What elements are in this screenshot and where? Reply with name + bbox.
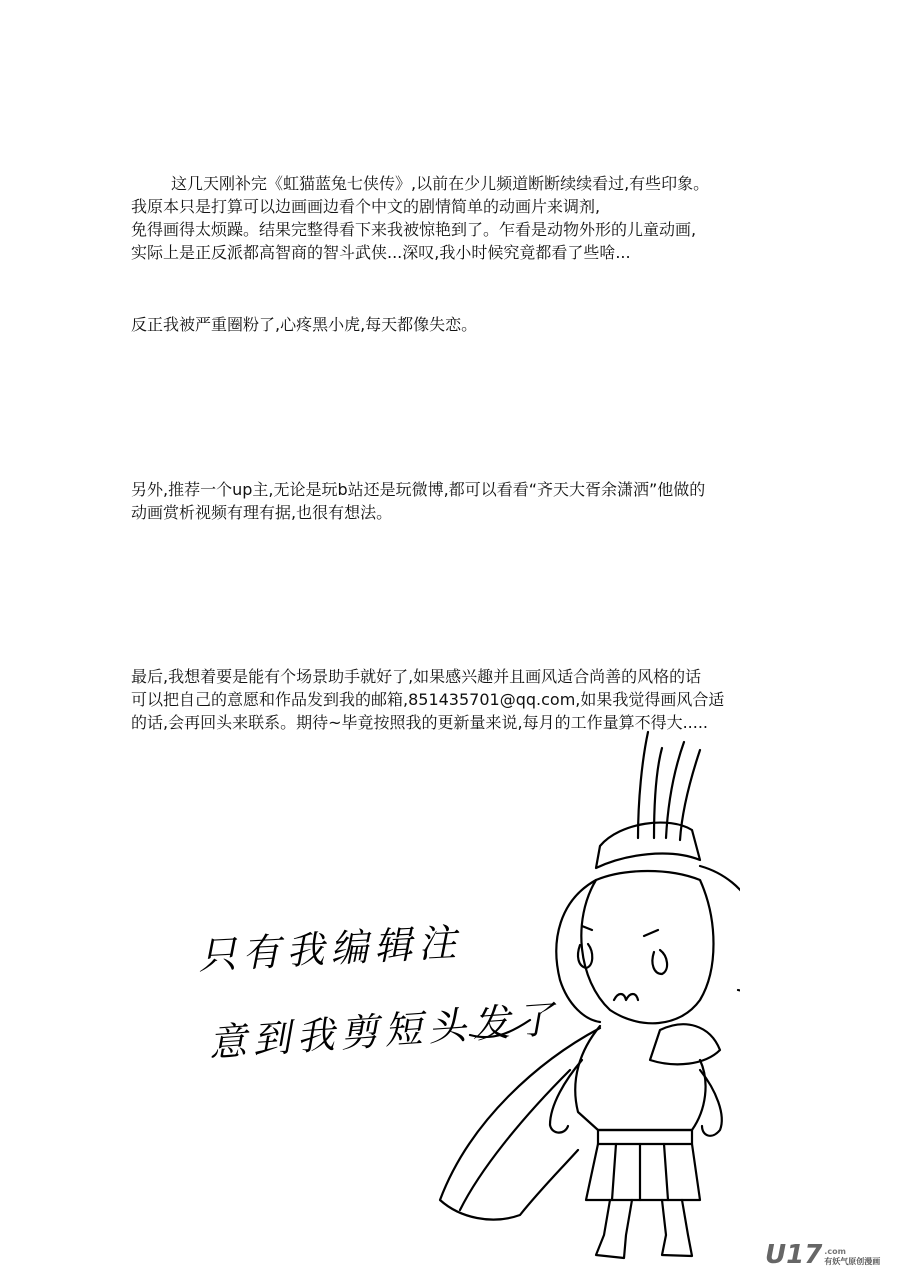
paragraph-line: 免得画得太烦躁。结果完整得看下来我被惊艳到了。乍看是动物外形的儿童动画,: [131, 220, 697, 239]
skirt: [586, 1144, 700, 1200]
paragraph-2: [131, 313, 791, 336]
paragraph-3: [131, 478, 791, 524]
chibi-character-illustration: [400, 730, 740, 1270]
eye-right: [652, 950, 667, 974]
paragraph-line: 另外,推荐一个up主,无论是玩b站还是玩微博,都可以看看“齐天大胥余潇洒”他做的: [131, 480, 706, 499]
logo-slogan: 有妖气原创漫画: [824, 1257, 881, 1266]
paragraph-line: 可以把自己的意愿和作品发到我的邮箱,851435701@qq.com,如果我觉得画风合适: [131, 690, 725, 709]
face: [581, 871, 713, 1023]
paragraph-line: 的话,会再回头来联系。期待~毕竟按照我的更新量来说,每月的工作量算不得大.....: [131, 713, 709, 732]
paragraph-line: 实际上是正反派都高智商的智斗武侠...深叹,我小时候究竟都看了些啥...: [131, 243, 631, 262]
logo-domain: .com: [824, 1247, 846, 1256]
body: [575, 1026, 705, 1130]
paragraph-line: 动画赏析视频有理有据,也很有想法。: [131, 503, 393, 522]
belt: [598, 1130, 692, 1144]
speech-pointer: [470, 1020, 530, 1037]
hat: [596, 823, 700, 868]
paragraph-line: 最后,我想着要是能有个场景助手就好了,如果感兴趣并且画风适合尚善的风格的话: [131, 667, 702, 686]
leg-right: [662, 1200, 692, 1256]
paragraph-1: [131, 172, 791, 264]
paragraph-line: 反正我被严重圈粉了,心疼黑小虎,每天都像失恋。: [131, 315, 478, 334]
paragraph-line: 这几天刚补完《虹猫蓝兔七侠传》,以前在少儿频道断断续续看过,有些印象。: [171, 174, 710, 193]
paragraph-line: 我原本只是打算可以边画画边看个中文的剧情简单的动画片来调剂,: [131, 197, 601, 216]
handwritten-line-1: 只有我编辑注: [197, 920, 464, 978]
logo-brand: U17: [765, 1240, 823, 1270]
u17-logo: [765, 1240, 881, 1270]
handwritten-line-2: 意到我剪短头发了: [207, 996, 562, 1066]
leg-left: [596, 1200, 632, 1258]
shoulder-armor: [650, 1024, 720, 1064]
mouth: [614, 994, 638, 1000]
paragraph-4: [131, 665, 791, 734]
